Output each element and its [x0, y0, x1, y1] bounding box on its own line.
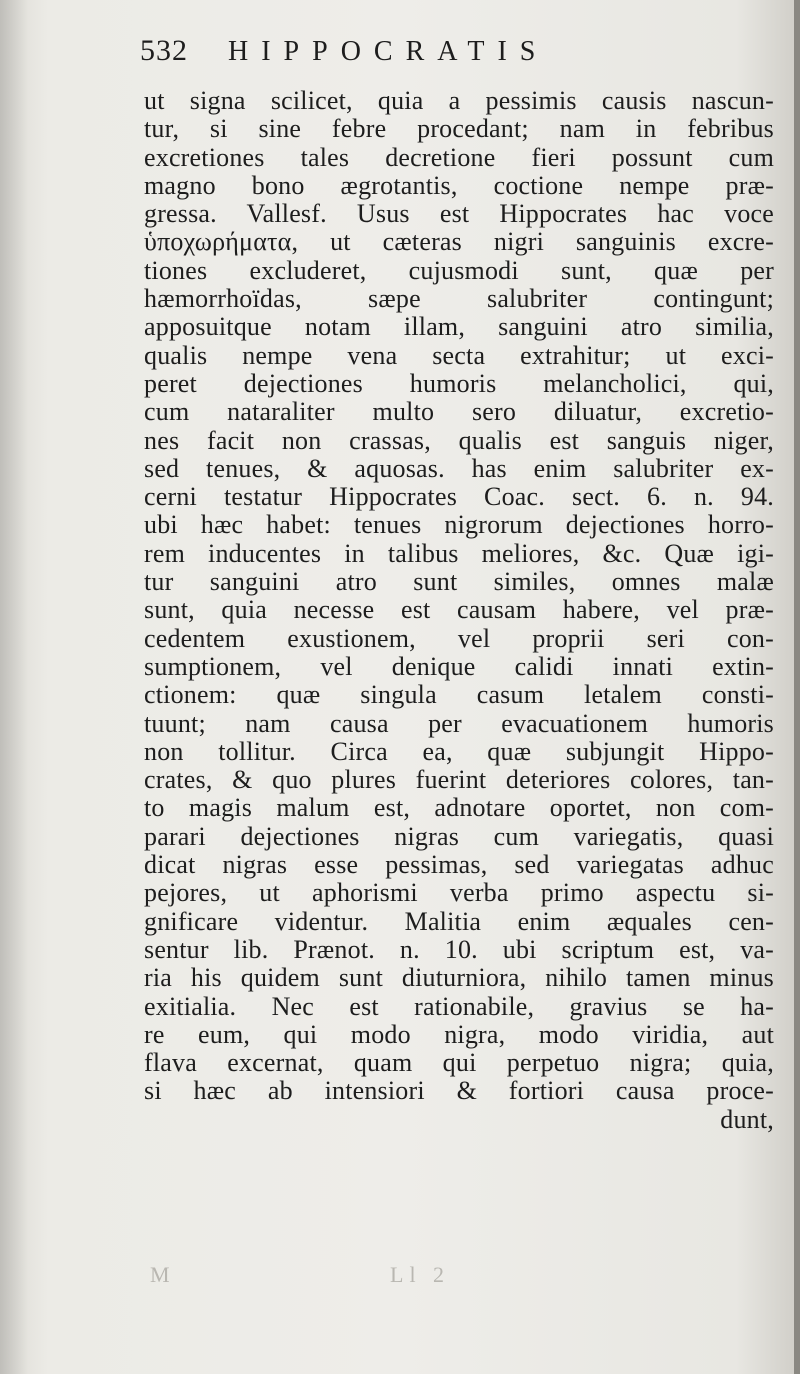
text-line: excretiones tales decretione fieri possunt cum: [144, 142, 774, 172]
running-head: HIPPOCRATIS: [228, 36, 549, 67]
text-line: si hæc ab intensiori & fortiori causa proce-: [144, 1076, 774, 1106]
text-line: re eum, qui modo nigra, modo viridia, aut: [144, 1019, 774, 1049]
text-line: ubi hæc habet: tenues nigrorum dejectiones horro-: [144, 510, 774, 540]
text-line: tur sanguini atro sunt similes, omnes malæ: [144, 567, 774, 597]
bleed-through-left: M: [150, 1262, 176, 1287]
text-line: magno bono ægrotantis, coctione nempe præ-: [144, 170, 774, 200]
text-line: crates, & quo plures fuerint deteriores colores, tan-: [144, 765, 774, 795]
text-line: tiones excluderet, cujusmodi sunt, quæ per: [144, 255, 774, 285]
text-line: gressa. Vallesf. Usus est Hippocrates hac voce: [144, 199, 774, 229]
text-line: cum nataraliter multo sero diluatur, excretio-: [144, 397, 774, 427]
text-line: tuunt; nam causa per evacuationem humoris: [144, 708, 774, 738]
text-line: hæmorrhoïdas, sæpe salubriter contingunt;: [144, 284, 774, 314]
text-line: sunt, quia necesse est causam habere, vel præ-: [144, 595, 774, 625]
text-line: ut signa scilicet, quia a pessimis causis nascun-: [144, 86, 774, 115]
text-line: rem inducentes in talibus meliores, &c. Quæ igi-: [144, 538, 774, 568]
body-text: [144, 87, 774, 1134]
text-line: sentur lib. Prænot. n. 10. ubi scriptum est, va-: [144, 934, 774, 964]
page-edge: [794, 0, 800, 1374]
page-number: 532: [140, 34, 188, 67]
text-line: dicat nigras esse pessimas, sed variegatas adhuc: [144, 850, 774, 880]
text-line: sumptionem, vel denique calidi innati extin-: [144, 651, 774, 681]
spine-shadow: [0, 0, 28, 1374]
text-line: ὑποχωρήματα, ut cæteras nigri sanguinis excre-: [144, 227, 774, 257]
page-header: [140, 34, 660, 80]
bleed-through-middle: Ll 2: [390, 1262, 451, 1287]
text-line: parari dejectiones nigras cum variegatis, quasi: [144, 821, 774, 851]
text-line: flava excernat, quam qui perpetuo nigra; quia,: [144, 1048, 774, 1078]
text-line: ria his quidem sunt diuturniora, nihilo tamen minus: [144, 963, 774, 993]
text-line: qualis nempe vena secta extrahitur; ut exci-: [144, 340, 774, 370]
text-line: ctionem: quæ singula casum letalem consti-: [144, 680, 774, 710]
bleed-through-text: [140, 1262, 560, 1292]
text-line: apposuitque notam illam, sanguini atro similia,: [144, 312, 774, 342]
text-line: non tollitur. Circa ea, quæ subjungit Hippo-: [144, 736, 774, 766]
catchword: dunt,: [720, 1104, 774, 1134]
text-line: nes facit non crassas, qualis est sanguis niger,: [144, 425, 774, 455]
text-line: to magis malum est, adnotare oportet, non com-: [144, 793, 774, 823]
text-line: pejores, ut aphorismi verba primo aspectu si-: [144, 878, 774, 908]
text-line: exitialia. Nec est rationabile, gravius se ha-: [144, 991, 774, 1021]
text-line: gnificare videntur. Malitia enim æquales cen-: [144, 906, 774, 936]
text-line: sed tenues, & aquosas. has enim salubriter ex-: [144, 453, 774, 483]
text-line: cerni testatur Hippocrates Coac. sect. 6. n. 94.: [144, 482, 774, 512]
text-line: peret dejectiones humoris melancholici, qui,: [144, 368, 774, 398]
text-line: cedentem exustionem, vel proprii seri con-: [144, 623, 774, 653]
text-line: tur, si sine febre procedant; nam in febribus: [144, 114, 774, 144]
